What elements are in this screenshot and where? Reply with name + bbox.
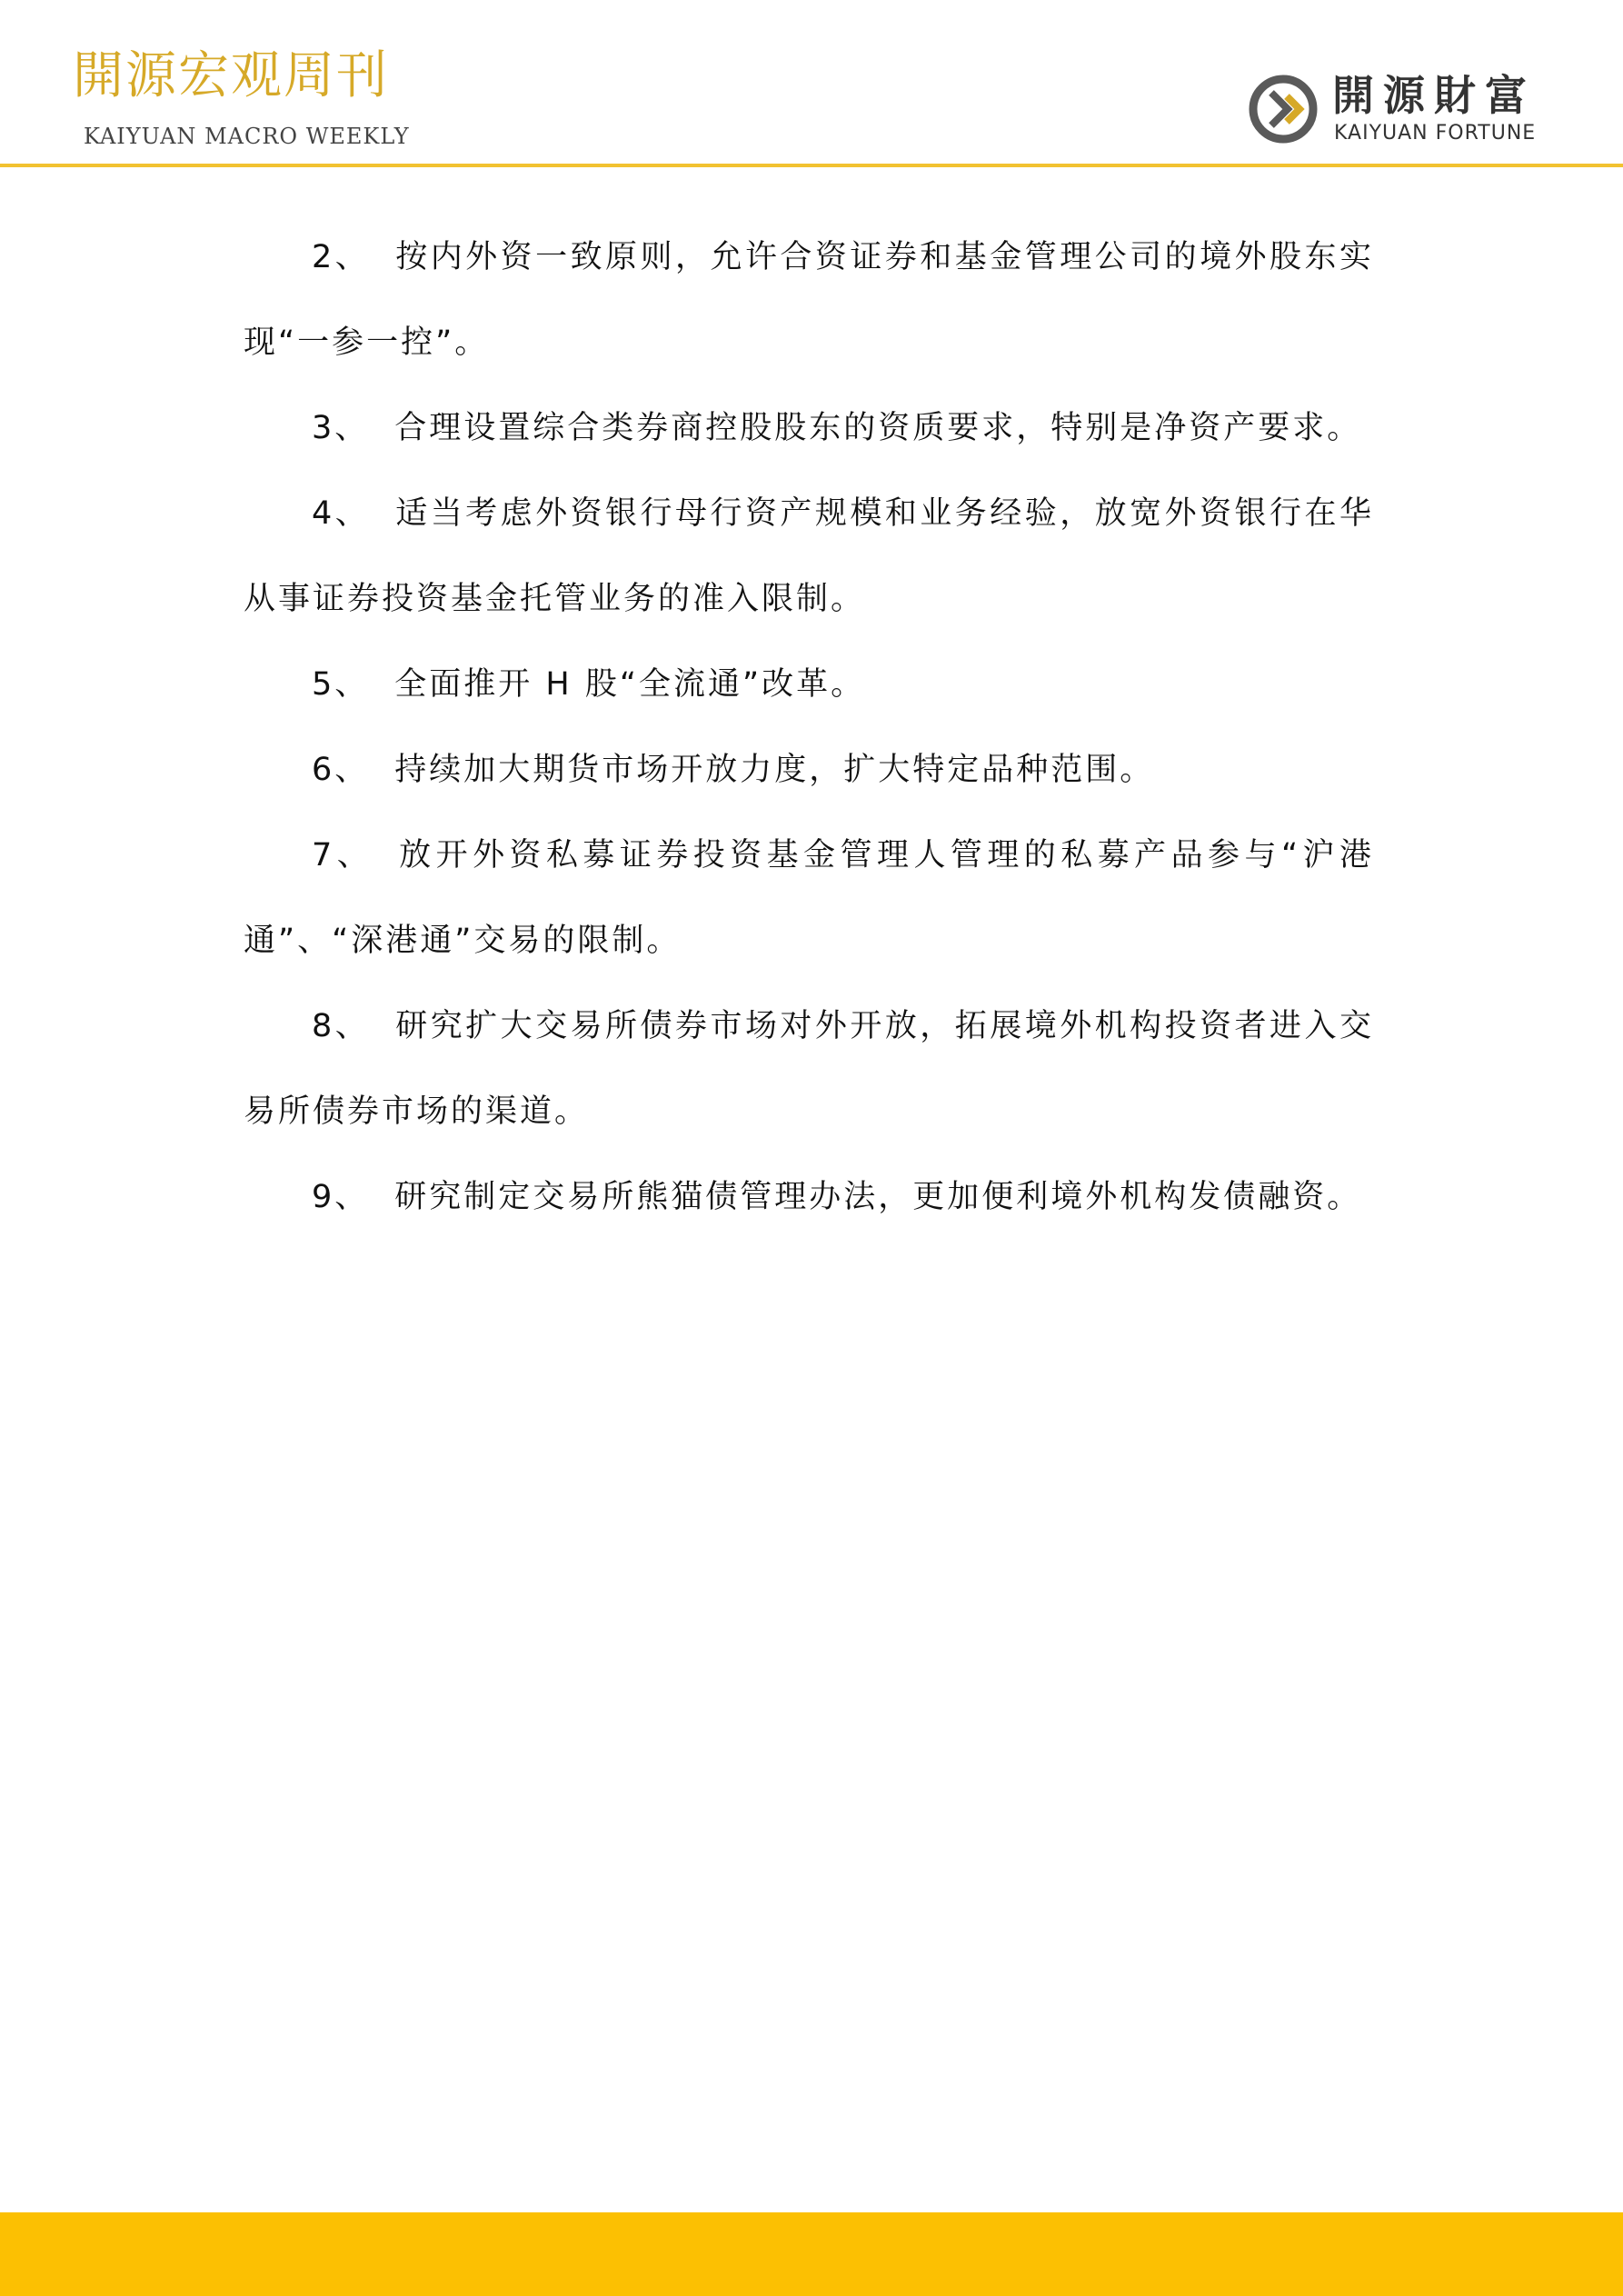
publication-title: 開源宏观周刊 — [73, 46, 389, 105]
list-item-text: 按内外资一致原则，允许合资证券和基金管理公司的境外股东实现“一参一控”。 — [244, 239, 1374, 361]
publication-subtitle: KAIYUAN MACRO WEEKLY — [84, 124, 410, 149]
list-item — [244, 983, 1374, 1154]
list-item-text: 放开外资私募证券投资基金管理人管理的私募产品参与“沪港通”、“深港通”交易的限制。 — [244, 837, 1374, 959]
logo-name-en: KAIYUAN FORTUNE — [1334, 122, 1537, 145]
list-item — [244, 385, 1374, 471]
brand-logo — [1247, 73, 1574, 145]
list-item-number: 3、 — [312, 410, 370, 446]
list-item — [244, 471, 1374, 642]
list-item — [244, 215, 1374, 385]
list-item-text: 合理设置综合类券商控股股东的资质要求，特别是净资产要求。 — [394, 410, 1362, 446]
list-item-number: 2、 — [312, 239, 371, 275]
list-item-number: 8、 — [312, 1008, 371, 1044]
list-item-number: 6、 — [312, 752, 370, 788]
list-item-text: 持续加大期货市场开放力度，扩大特定品种范围。 — [394, 752, 1155, 788]
list-item — [244, 727, 1374, 813]
list-item-number: 7、 — [312, 837, 374, 873]
list-item-number: 4、 — [312, 495, 371, 532]
footer-bar — [0, 2212, 1623, 2296]
page-header — [0, 0, 1623, 169]
header-divider — [0, 164, 1623, 167]
list-item-text: 全面推开 H 股“全流通”改革。 — [394, 666, 866, 703]
logo-name-cn: 開源財富 — [1332, 71, 1536, 120]
list-item-text: 研究制定交易所熊猫债管理办法，更加便利境外机构发债融资。 — [394, 1179, 1362, 1215]
list-item-number: 9、 — [312, 1179, 370, 1215]
list-item — [244, 1154, 1374, 1240]
body-content — [244, 215, 1374, 1240]
list-item — [244, 813, 1374, 983]
list-item-number: 5、 — [312, 666, 370, 703]
list-item-text: 适当考虑外资银行母行资产规模和业务经验，放宽外资银行在华从事证券投资基金托管业务的准入限制。 — [244, 495, 1374, 617]
list-item-text: 研究扩大交易所债券市场对外开放，拓展境外机构投资者进入交易所债券市场的渠道。 — [244, 1008, 1374, 1130]
kaiyuan-logo-mark-icon — [1247, 73, 1319, 145]
list-item — [244, 642, 1374, 727]
